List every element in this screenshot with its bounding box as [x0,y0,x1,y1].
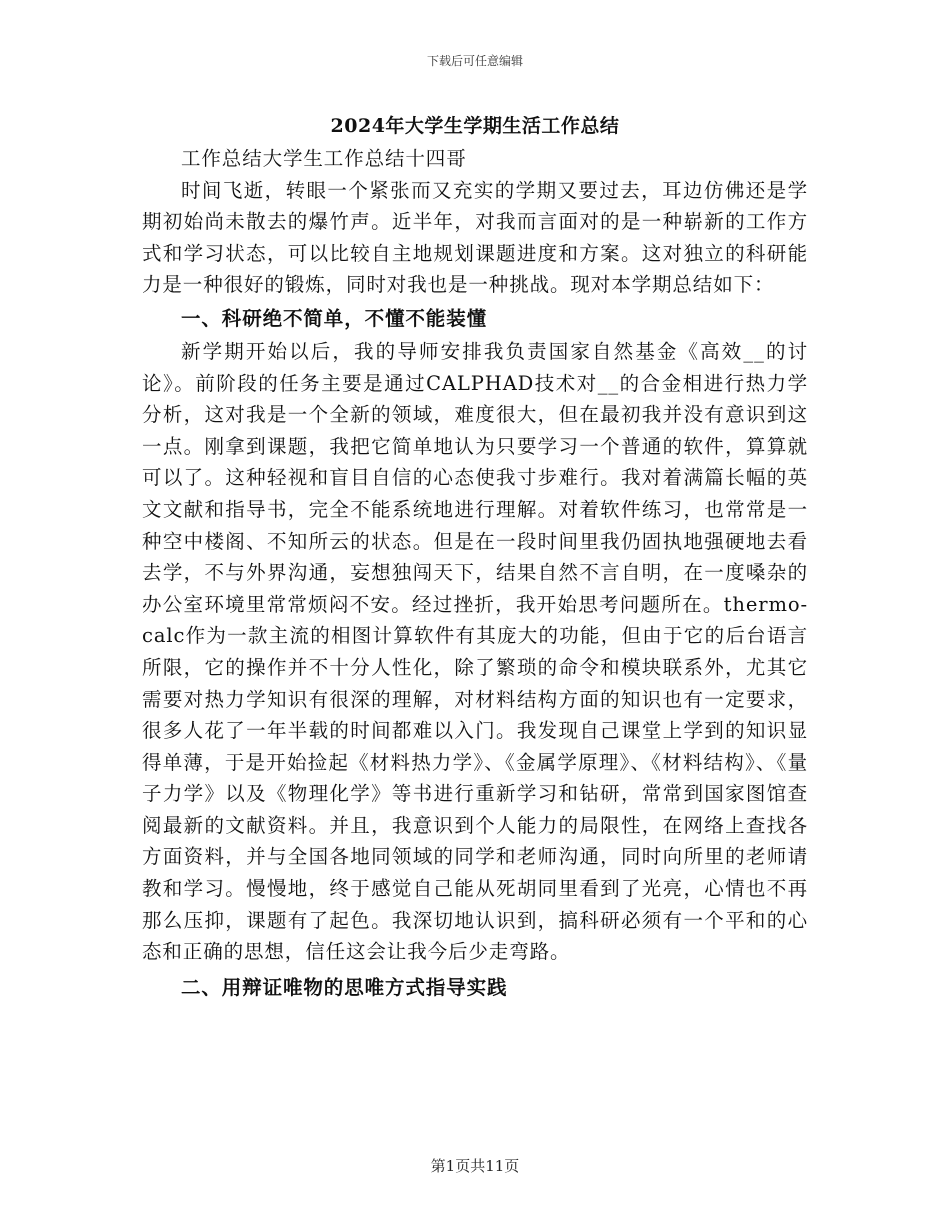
document-body [142,143,808,1005]
document-title: 2024年大学生学期生活工作总结 [330,115,620,137]
intro-paragraph: 时间飞逝，转眼一个紧张而又充实的学期又要过去，耳边仿佛还是学期初始尚未散去的爆竹声。近半年，对我而言面对的是一种崭新的工作方式和学习状态，可以比较自主地规划课题进度和方案。这对独立的科研能力是一种很好的锻炼，同时对我也是一种挑战。现对本学期总结如下： [142,178,808,297]
section-heading-2: 二、用辩证唯物的思唯方式指导实践 [181,975,508,999]
document-subtitle: 工作总结大学生工作总结十四哥 [181,147,467,170]
section-heading-1: 一、科研绝不简单，不懂不能装懂 [181,306,488,330]
section-1-paragraph: 新学期开始以后，我的导师安排我负责国家自然基金《高效__的讨论》。前阶段的任务主要是通过CALPHAD技术对__的合金相进行热力学分析，这对我是一个全新的领域，难度很大，但在最初我并没有意识到这一点。刚拿到课题，我把它简单地认为只要学习一个普通的软件，算算就可以了。这种轻视和盲目自信的心态使我寸步难行。我对着满篇长幅的英文文献和指导书，完全不能系统地进行理解。对着软件练习，也常常是一种空中楼阁、不知所云的状态。但是在一段时间里我仍固执地强硬地去看去学，不与外界沟通，妄想独闯天下，结果自然不言自明，在一度嗓杂的办公室环境里常常烦闷不安。经过挫折，我开始思考问题所在。thermo-calc作为一款主流的相图计算软件有其庞大的功能，但由于它的后台语言所限，它的操作并不十分人性化，除了繁琐的命令和模块联系外，尤其它需要对热力学知识有很深的理解，对材料结构方面的知识也有一定要求，很多人花了一年半载的时间都难以入门。我发现自己课堂上学到的知识显得单薄，于是开始捡起《材料热力学》、《金属学原理》、《材料结构》、《量子力学》以及《物理化学》等书进行重新学习和钻研，常常到国家图馆查阅最新的文献资料。并且，我意识到个人能力的局限性，在网络上查找各方面资料，并与全国各地同领域的同学和老师沟通，同时向所里的老师请教和学习。慢慢地，终于感觉自己能从死胡同里看到了光亮，心情也不再那么压抑，课题有了起色。我深切地认识到，搞科研必须有一个平和的心态和正确的思想，信任这会让我今后少走弯路。 [142,339,808,964]
page-header-note: 下载后可任意编辑 [426,54,523,68]
page-number: 第1页共11页 [430,1157,520,1175]
